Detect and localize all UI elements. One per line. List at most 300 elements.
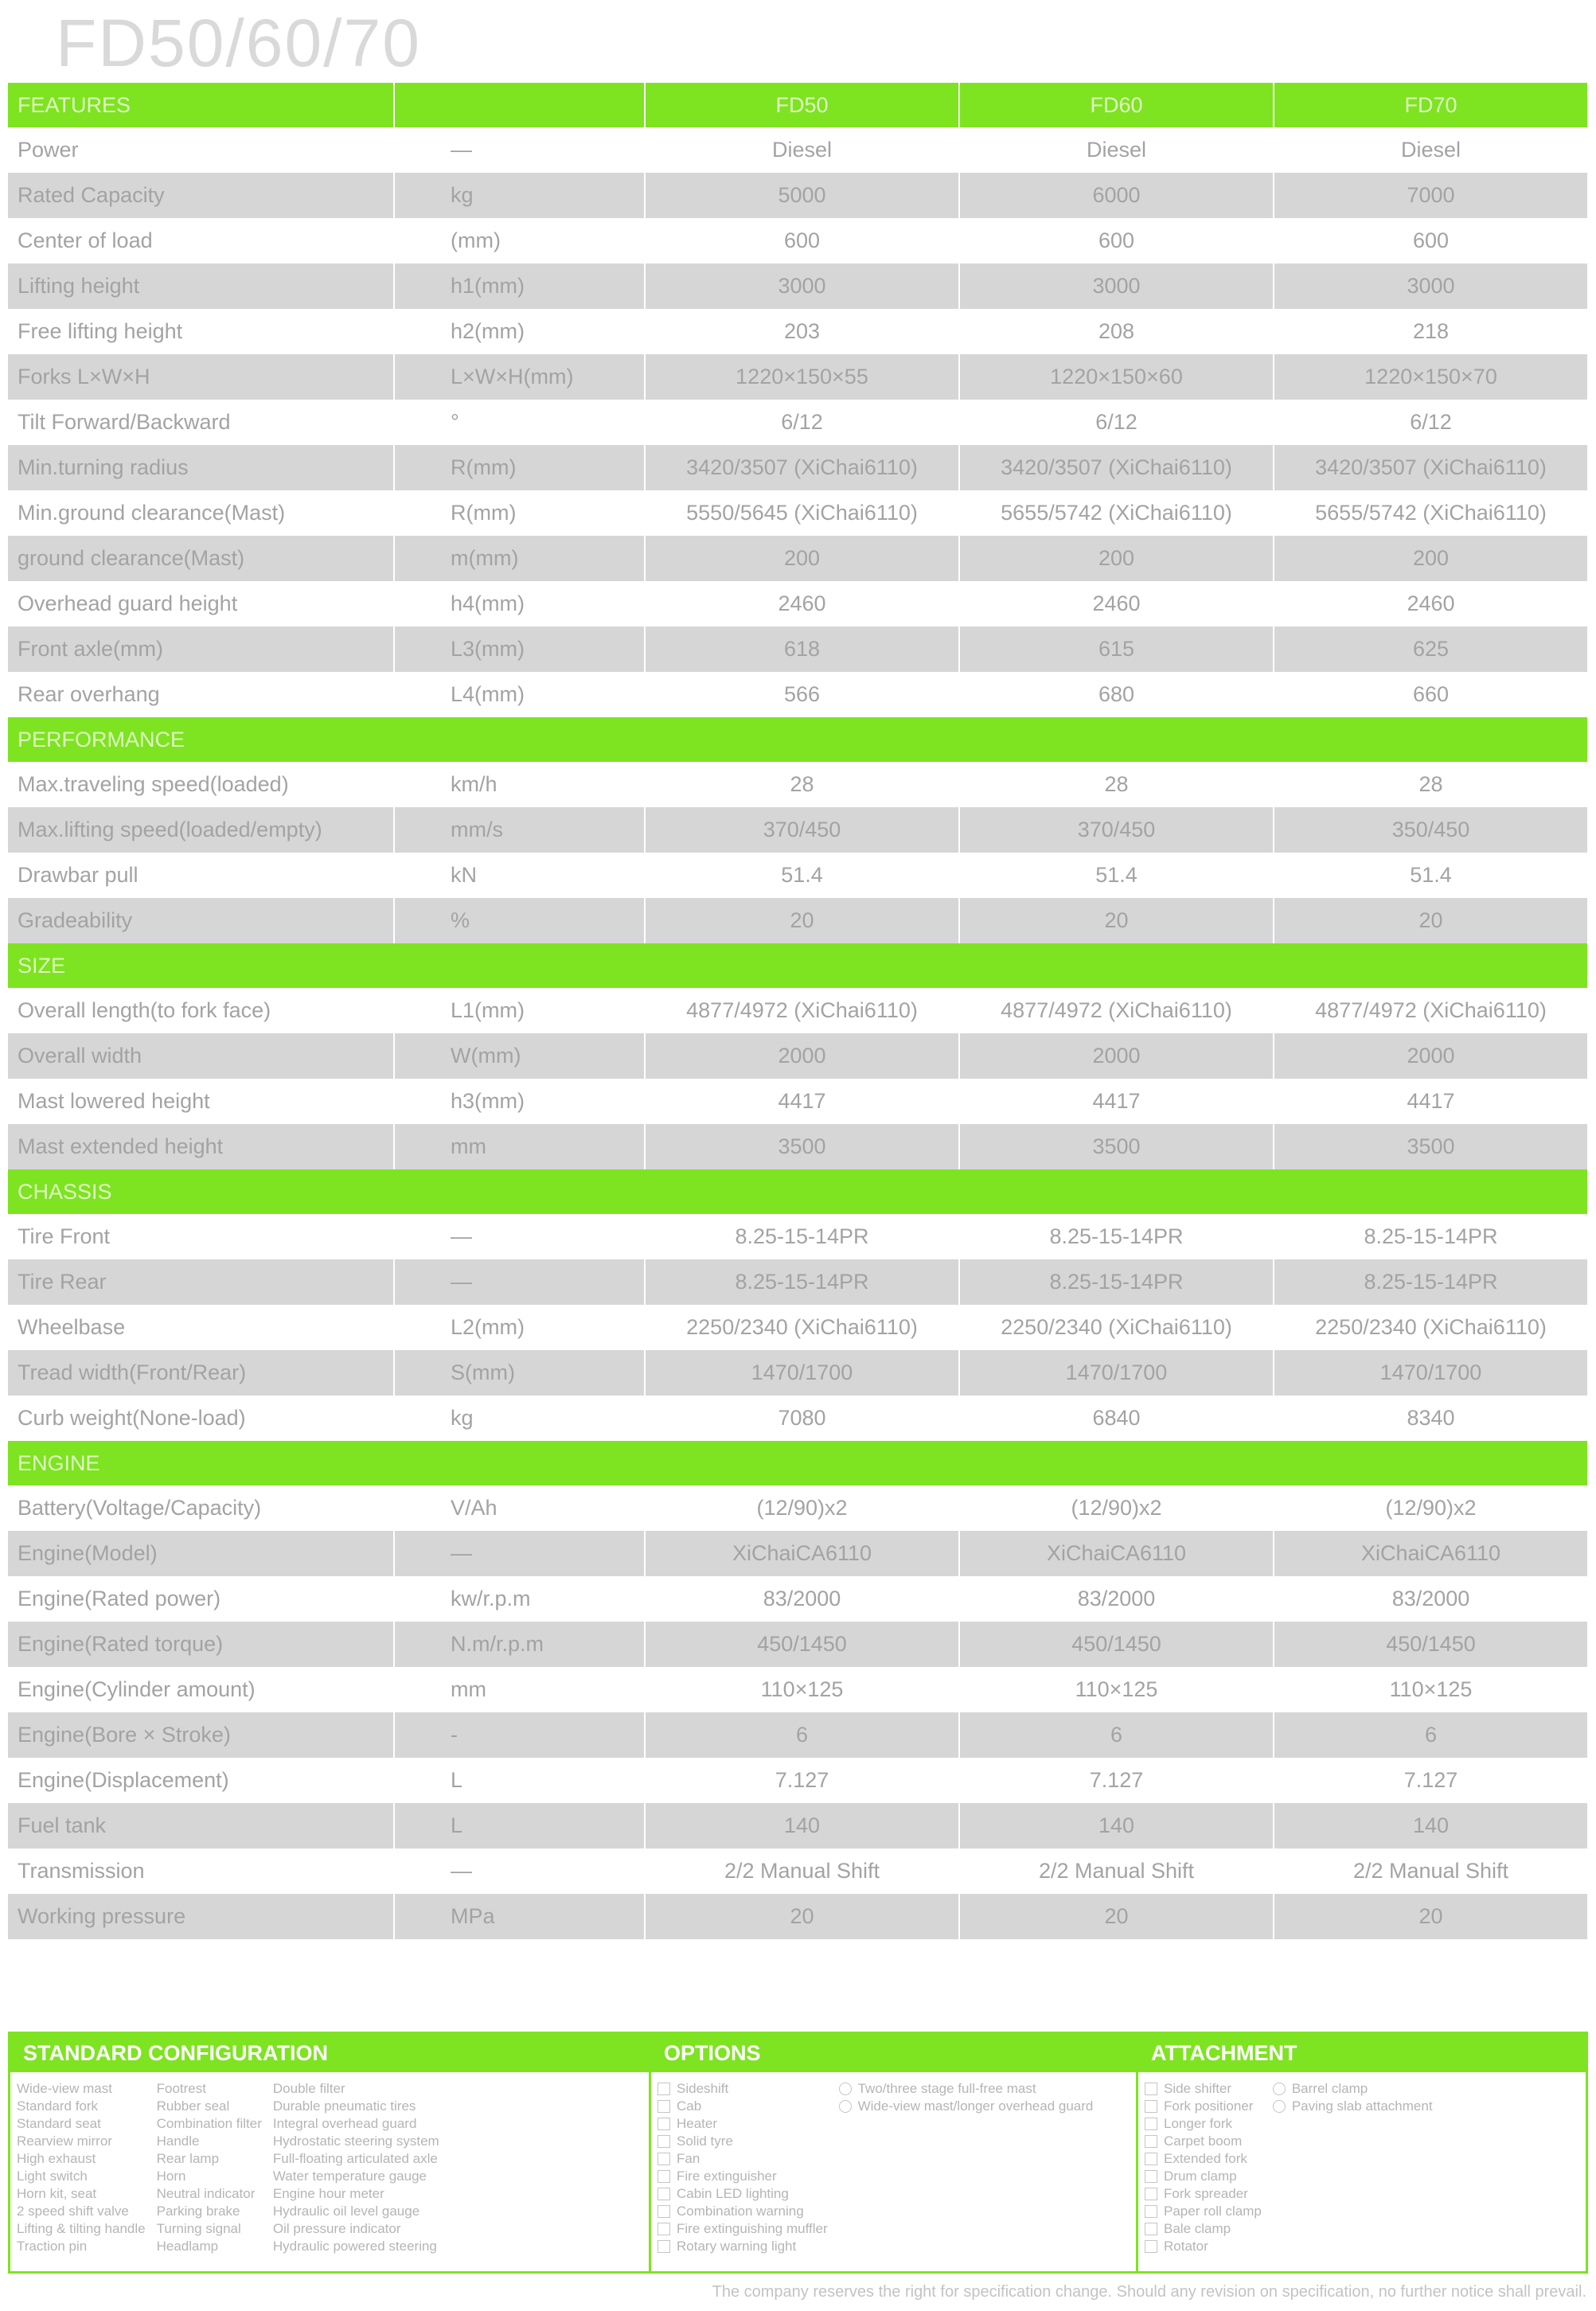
value-cell: 5000 [645, 173, 959, 218]
checkbox-icon [658, 2083, 670, 2095]
value-cell: 4877/4972 (XiChai6110) [1274, 988, 1588, 1033]
value-cell: 566 [645, 672, 959, 717]
value-cell: 140 [645, 1803, 959, 1848]
attachment-list-2 [1273, 2080, 1433, 2255]
options-list-2 [839, 2080, 1094, 2255]
value-cell: 51.4 [645, 853, 959, 898]
value-cell: 28 [959, 762, 1274, 807]
value-cell: 5550/5645 (XiChai6110) [645, 490, 959, 536]
table-row [8, 536, 1588, 581]
checkbox-icon [1145, 2135, 1157, 2148]
unit-cell: h1(mm) [394, 264, 645, 309]
unit-cell: L4(mm) [394, 672, 645, 717]
value-cell: 1220×150×55 [645, 354, 959, 400]
value-cell: 600 [959, 218, 1274, 264]
checkbox-icon [658, 2188, 670, 2200]
unit-cell: ° [394, 400, 645, 445]
param-cell: Rated Capacity [8, 173, 394, 218]
option-label: Carpet boom [1164, 2133, 1243, 2149]
value-cell: 51.4 [959, 853, 1274, 898]
value-cell: 51.4 [1274, 853, 1588, 898]
value-cell: 660 [1274, 672, 1588, 717]
unit-cell: mm [394, 1124, 645, 1169]
config-item: Hydraulic oil level gauge [272, 2204, 420, 2219]
param-cell: Transmission [8, 1848, 394, 1894]
options-list-1 [658, 2080, 828, 2255]
checkbox-icon [658, 2170, 670, 2183]
param-cell: Tilt Forward/Backward [8, 400, 394, 445]
option-label: Paving slab attachment [1291, 2098, 1433, 2114]
unit-cell: (mm) [394, 218, 645, 264]
option-label: Wide-view mast/longer overhead guard [857, 2098, 1094, 2114]
param-cell: Mast extended height [8, 1124, 394, 1169]
table-row [8, 1622, 1588, 1667]
value-cell: 618 [645, 627, 959, 672]
value-cell: 6840 [959, 1396, 1274, 1441]
config-item: Water temperature gauge [272, 2169, 427, 2184]
config-item: Footrest [156, 2081, 206, 2096]
table-row [8, 581, 1588, 627]
option-item [1145, 2185, 1262, 2203]
value-cell: XiChaiCA6110 [645, 1531, 959, 1576]
table-row [8, 1758, 1588, 1803]
option-label: Combination warning [677, 2204, 804, 2219]
value-cell: (12/90)x2 [1274, 1485, 1588, 1531]
option-item [1145, 2115, 1262, 2133]
unit-cell: L×W×H(mm) [394, 354, 645, 400]
value-cell: 1470/1700 [645, 1350, 959, 1396]
value-cell: 20 [959, 898, 1274, 943]
param-cell: Battery(Voltage/Capacity) [8, 1485, 394, 1531]
value-cell: 350/450 [1274, 807, 1588, 853]
option-label: Two/three stage full-free mast [857, 2081, 1036, 2096]
param-cell: Power [8, 127, 394, 173]
value-cell: 625 [1274, 627, 1588, 672]
param-cell: Front axle(mm) [8, 627, 394, 672]
option-item [658, 2098, 828, 2115]
value-cell: 2000 [1274, 1033, 1588, 1079]
table-row [8, 1396, 1588, 1441]
value-cell: 83/2000 [645, 1576, 959, 1622]
config-item: Engine hour meter [272, 2186, 384, 2201]
unit-cell: m(mm) [394, 536, 645, 581]
option-item [1145, 2203, 1262, 2220]
config-item: Headlamp [156, 2239, 219, 2254]
value-cell: 6/12 [1274, 400, 1588, 445]
value-cell: 8.25-15-14PR [959, 1214, 1274, 1259]
table-row [8, 1350, 1588, 1396]
value-cell: 450/1450 [1274, 1622, 1588, 1667]
value-cell: 3500 [959, 1124, 1274, 1169]
option-label: Rotator [1164, 2239, 1208, 2254]
value-cell: 3000 [645, 264, 959, 309]
value-cell: 5655/5742 (XiChai6110) [1274, 490, 1588, 536]
value-cell: Diesel [959, 127, 1274, 173]
unit-cell: kw/r.p.m [394, 1576, 645, 1622]
value-cell: 8.25-15-14PR [645, 1259, 959, 1305]
table-row [8, 898, 1588, 943]
param-cell: Lifting height [8, 264, 394, 309]
value-cell: 615 [959, 627, 1274, 672]
checkbox-icon [1145, 2083, 1157, 2095]
param-cell: Curb weight(None-load) [8, 1396, 394, 1441]
value-cell: 218 [1274, 309, 1588, 354]
value-cell: 4877/4972 (XiChai6110) [959, 988, 1274, 1033]
standard-list-2 [157, 2080, 262, 2255]
value-cell: (12/90)x2 [645, 1485, 959, 1531]
option-item [1145, 2150, 1262, 2168]
value-cell: 2/2 Manual Shift [959, 1848, 1274, 1894]
table-row [8, 218, 1588, 264]
option-label: Drum clamp [1164, 2169, 1237, 2184]
table-row [8, 1485, 1588, 1531]
value-cell: 2/2 Manual Shift [645, 1848, 959, 1894]
value-cell: 6000 [959, 173, 1274, 218]
option-label: Extended fork [1164, 2151, 1247, 2166]
param-cell: Mast lowered height [8, 1079, 394, 1124]
table-row [8, 627, 1588, 672]
table-row [8, 762, 1588, 807]
value-cell: 203 [645, 309, 959, 354]
option-item [839, 2098, 1094, 2115]
config-item: Oil pressure indicator [272, 2221, 401, 2236]
radio-icon [1273, 2083, 1286, 2095]
value-cell: 2000 [645, 1033, 959, 1079]
table-row [8, 672, 1588, 717]
value-cell: 1470/1700 [1274, 1350, 1588, 1396]
option-item [658, 2220, 828, 2238]
param-cell: Rear overhang [8, 672, 394, 717]
unit-cell: R(mm) [394, 490, 645, 536]
value-cell: 1470/1700 [959, 1350, 1274, 1396]
option-label: Cab [677, 2098, 702, 2114]
radio-icon [839, 2083, 852, 2095]
checkbox-icon [658, 2135, 670, 2148]
table-row [8, 173, 1588, 218]
unit-cell: V/Ah [394, 1485, 645, 1531]
unit-cell: — [394, 1259, 645, 1305]
value-cell: 8.25-15-14PR [1274, 1214, 1588, 1259]
config-item: High exhaust [17, 2151, 96, 2166]
value-cell: 4877/4972 (XiChai6110) [645, 988, 959, 1033]
checkbox-icon [1145, 2223, 1157, 2235]
value-cell: 3000 [1274, 264, 1588, 309]
config-item: Rubber seal [156, 2098, 230, 2114]
value-cell: (12/90)x2 [959, 1485, 1274, 1531]
attachment-list-1 [1145, 2080, 1262, 2255]
param-cell: ground clearance(Mast) [8, 536, 394, 581]
param-cell: Max.lifting speed(loaded/empty) [8, 807, 394, 853]
value-cell: 2250/2340 (XiChai6110) [1274, 1305, 1588, 1350]
table-row [8, 445, 1588, 490]
table-row [8, 309, 1588, 354]
unit-cell: mm/s [394, 807, 645, 853]
value-cell: 6 [645, 1712, 959, 1758]
model-header: FD60 [959, 83, 1274, 127]
checkbox-icon [658, 2205, 670, 2218]
table-row [8, 988, 1588, 1033]
option-label: Paper roll clamp [1164, 2204, 1262, 2219]
checkbox-icon [658, 2118, 670, 2130]
config-item: Turning signal [156, 2221, 241, 2236]
unit-cell: — [394, 1214, 645, 1259]
table-row [8, 264, 1588, 309]
value-cell: 2/2 Manual Shift [1274, 1848, 1588, 1894]
value-cell: 5655/5742 (XiChai6110) [959, 490, 1274, 536]
table-row [8, 1894, 1588, 1939]
param-cell: Tread width(Front/Rear) [8, 1350, 394, 1396]
value-cell: 3420/3507 (XiChai6110) [1274, 445, 1588, 490]
unit-cell: S(mm) [394, 1350, 645, 1396]
option-item [1145, 2220, 1262, 2238]
value-cell: 7.127 [959, 1758, 1274, 1803]
config-item: Rearview mirror [17, 2133, 112, 2149]
options-panel [649, 2034, 1136, 2271]
param-cell: Working pressure [8, 1894, 394, 1939]
param-cell: Tire Front [8, 1214, 394, 1259]
param-cell: Center of load [8, 218, 394, 264]
config-item: Handle [156, 2133, 200, 2149]
value-cell: 4417 [1274, 1079, 1588, 1124]
param-cell: Drawbar pull [8, 853, 394, 898]
unit-cell: kN [394, 853, 645, 898]
option-item [658, 2080, 828, 2098]
option-item [1145, 2168, 1262, 2185]
value-cell: 7000 [1274, 173, 1588, 218]
option-label: Bale clamp [1164, 2221, 1231, 2236]
checkbox-icon [1145, 2153, 1157, 2165]
config-item: Horn kit, seat [17, 2186, 97, 2201]
table-row [8, 400, 1588, 445]
option-label: Heater [677, 2116, 718, 2131]
unit-cell: — [394, 127, 645, 173]
option-item [1145, 2133, 1262, 2150]
unit-cell: kg [394, 173, 645, 218]
value-cell: 20 [1274, 898, 1588, 943]
table-row [8, 1576, 1588, 1622]
checkbox-icon [658, 2100, 670, 2113]
option-label: Cabin LED lighting [677, 2186, 789, 2201]
param-cell: Engine(Displacement) [8, 1758, 394, 1803]
table-row [8, 1033, 1588, 1079]
config-item: Rear lamp [156, 2151, 220, 2166]
section-title: SIZE [8, 943, 1588, 988]
config-item: Light switch [17, 2169, 88, 2184]
table-row [8, 1667, 1588, 1712]
value-cell: 2460 [1274, 581, 1588, 627]
option-item [658, 2115, 828, 2133]
config-item: Traction pin [17, 2239, 88, 2254]
option-item [658, 2168, 828, 2185]
value-cell: 28 [645, 762, 959, 807]
unit-cell: h2(mm) [394, 309, 645, 354]
value-cell: 600 [1274, 218, 1588, 264]
option-item [658, 2150, 828, 2168]
standard-configuration-title: STANDARD CONFIGURATION [10, 2034, 649, 2072]
value-cell: 4417 [645, 1079, 959, 1124]
value-cell: 6 [959, 1712, 1274, 1758]
value-cell: Diesel [1274, 127, 1588, 173]
param-cell: Engine(Rated torque) [8, 1622, 394, 1667]
param-cell: Forks L×W×H [8, 354, 394, 400]
table-row [8, 1079, 1588, 1124]
header-unit-cell [394, 83, 645, 127]
config-item: Parking brake [156, 2204, 240, 2219]
config-item: Wide-view mast [17, 2081, 112, 2096]
option-item [839, 2080, 1094, 2098]
param-cell: Min.ground clearance(Mast) [8, 490, 394, 536]
param-cell: Min.turning radius [8, 445, 394, 490]
footnote: The company reserves the right for specification change. Should any revision on specification, no further notice shall prevail. [712, 2283, 1586, 2301]
value-cell: 3420/3507 (XiChai6110) [959, 445, 1274, 490]
unit-cell: L2(mm) [394, 1305, 645, 1350]
checkbox-icon [1145, 2205, 1157, 2218]
table-row [8, 127, 1588, 173]
param-cell: Engine(Rated power) [8, 1576, 394, 1622]
value-cell: 370/450 [959, 807, 1274, 853]
value-cell: 2460 [645, 581, 959, 627]
config-item: Integral overhead guard [272, 2116, 417, 2131]
option-item [1273, 2080, 1433, 2098]
value-cell: 200 [1274, 536, 1588, 581]
config-item: Durable pneumatic tires [272, 2098, 416, 2114]
table-row [8, 1124, 1588, 1169]
unit-cell: - [394, 1712, 645, 1758]
config-item: Standard seat [17, 2116, 101, 2131]
value-cell: 20 [1274, 1894, 1588, 1939]
section-row [8, 717, 1588, 762]
param-cell: Wheelbase [8, 1305, 394, 1350]
value-cell: 6/12 [959, 400, 1274, 445]
param-cell: Gradeability [8, 898, 394, 943]
table-row [8, 1214, 1588, 1259]
param-cell: Free lifting height [8, 309, 394, 354]
radio-icon [839, 2100, 852, 2113]
value-cell: 680 [959, 672, 1274, 717]
table-row [8, 807, 1588, 853]
value-cell: 20 [645, 1894, 959, 1939]
unit-cell: W(mm) [394, 1033, 645, 1079]
value-cell: 2000 [959, 1033, 1274, 1079]
value-cell: XiChaiCA6110 [1274, 1531, 1588, 1576]
config-item: Hydraulic powered steering [272, 2239, 437, 2254]
value-cell: 7.127 [1274, 1758, 1588, 1803]
value-cell: 140 [1274, 1803, 1588, 1848]
unit-cell: km/h [394, 762, 645, 807]
unit-cell: N.m/r.p.m [394, 1622, 645, 1667]
table-row [8, 490, 1588, 536]
unit-cell: mm [394, 1667, 645, 1712]
option-item [1145, 2098, 1262, 2115]
unit-cell: L3(mm) [394, 627, 645, 672]
config-item: Hydrostatic steering system [272, 2133, 439, 2149]
checkbox-icon [1145, 2100, 1157, 2113]
unit-cell: L1(mm) [394, 988, 645, 1033]
section-title: FEATURES [8, 83, 394, 127]
option-label: Fork positioner [1164, 2098, 1254, 2114]
unit-cell: R(mm) [394, 445, 645, 490]
standard-list-3 [273, 2080, 439, 2255]
option-label: Fire extinguisher [677, 2169, 777, 2184]
table-row [8, 1259, 1588, 1305]
checkbox-icon [658, 2240, 670, 2253]
value-cell: 2250/2340 (XiChai6110) [959, 1305, 1274, 1350]
param-cell: Max.traveling speed(loaded) [8, 762, 394, 807]
value-cell: 6 [1274, 1712, 1588, 1758]
value-cell: XiChaiCA6110 [959, 1531, 1274, 1576]
value-cell: 110×125 [645, 1667, 959, 1712]
value-cell: 200 [645, 536, 959, 581]
section-title: ENGINE [8, 1441, 1588, 1485]
value-cell: Diesel [645, 127, 959, 173]
param-cell: Engine(Bore × Stroke) [8, 1712, 394, 1758]
value-cell: 2460 [959, 581, 1274, 627]
param-cell: Overall width [8, 1033, 394, 1079]
option-item [658, 2133, 828, 2150]
value-cell: 110×125 [1274, 1667, 1588, 1712]
value-cell: 8.25-15-14PR [959, 1259, 1274, 1305]
value-cell: 8.25-15-14PR [1274, 1259, 1588, 1305]
config-item: Double filter [272, 2081, 345, 2096]
checkbox-icon [1145, 2240, 1157, 2253]
config-item: Lifting & tilting handle [17, 2221, 146, 2236]
option-item [1273, 2098, 1433, 2115]
config-item: 2 speed shift valve [17, 2204, 129, 2219]
section-title: CHASSIS [8, 1169, 1588, 1214]
option-label: Longer fork [1164, 2116, 1232, 2131]
table-row [8, 354, 1588, 400]
value-cell: 3000 [959, 264, 1274, 309]
value-cell: 110×125 [959, 1667, 1274, 1712]
standard-list-1 [17, 2080, 146, 2255]
config-item: Standard fork [17, 2098, 99, 2114]
value-cell: 2250/2340 (XiChai6110) [645, 1305, 959, 1350]
value-cell: 8.25-15-14PR [645, 1214, 959, 1259]
unit-cell: h4(mm) [394, 581, 645, 627]
checkbox-icon [1145, 2170, 1157, 2183]
value-cell: 83/2000 [959, 1576, 1274, 1622]
table-row [8, 1803, 1588, 1848]
config-panels [8, 2032, 1588, 2274]
option-label: Fan [677, 2151, 700, 2166]
unit-cell: MPa [394, 1894, 645, 1939]
unit-cell: h3(mm) [394, 1079, 645, 1124]
option-label: Barrel clamp [1291, 2081, 1368, 2096]
table-row [8, 1531, 1588, 1576]
config-item: Full-floating articulated axle [272, 2151, 438, 2166]
table-row [8, 1305, 1588, 1350]
unit-cell: — [394, 1531, 645, 1576]
section-row [8, 1169, 1588, 1214]
value-cell: 4417 [959, 1079, 1274, 1124]
option-label: Rotary warning light [677, 2239, 797, 2254]
value-cell: 1220×150×70 [1274, 354, 1588, 400]
unit-cell: L [394, 1758, 645, 1803]
param-cell: Tire Rear [8, 1259, 394, 1305]
config-item: Neutral indicator [156, 2186, 256, 2201]
model-header: FD50 [645, 83, 959, 127]
option-item [1145, 2080, 1262, 2098]
value-cell: 20 [645, 898, 959, 943]
checkbox-icon [658, 2153, 670, 2165]
spec-table [8, 83, 1589, 1939]
option-item [658, 2185, 828, 2203]
value-cell: 450/1450 [645, 1622, 959, 1667]
section-title: PERFORMANCE [8, 717, 1588, 762]
section-row [8, 1441, 1588, 1485]
value-cell: 3420/3507 (XiChai6110) [645, 445, 959, 490]
unit-cell: — [394, 1848, 645, 1894]
